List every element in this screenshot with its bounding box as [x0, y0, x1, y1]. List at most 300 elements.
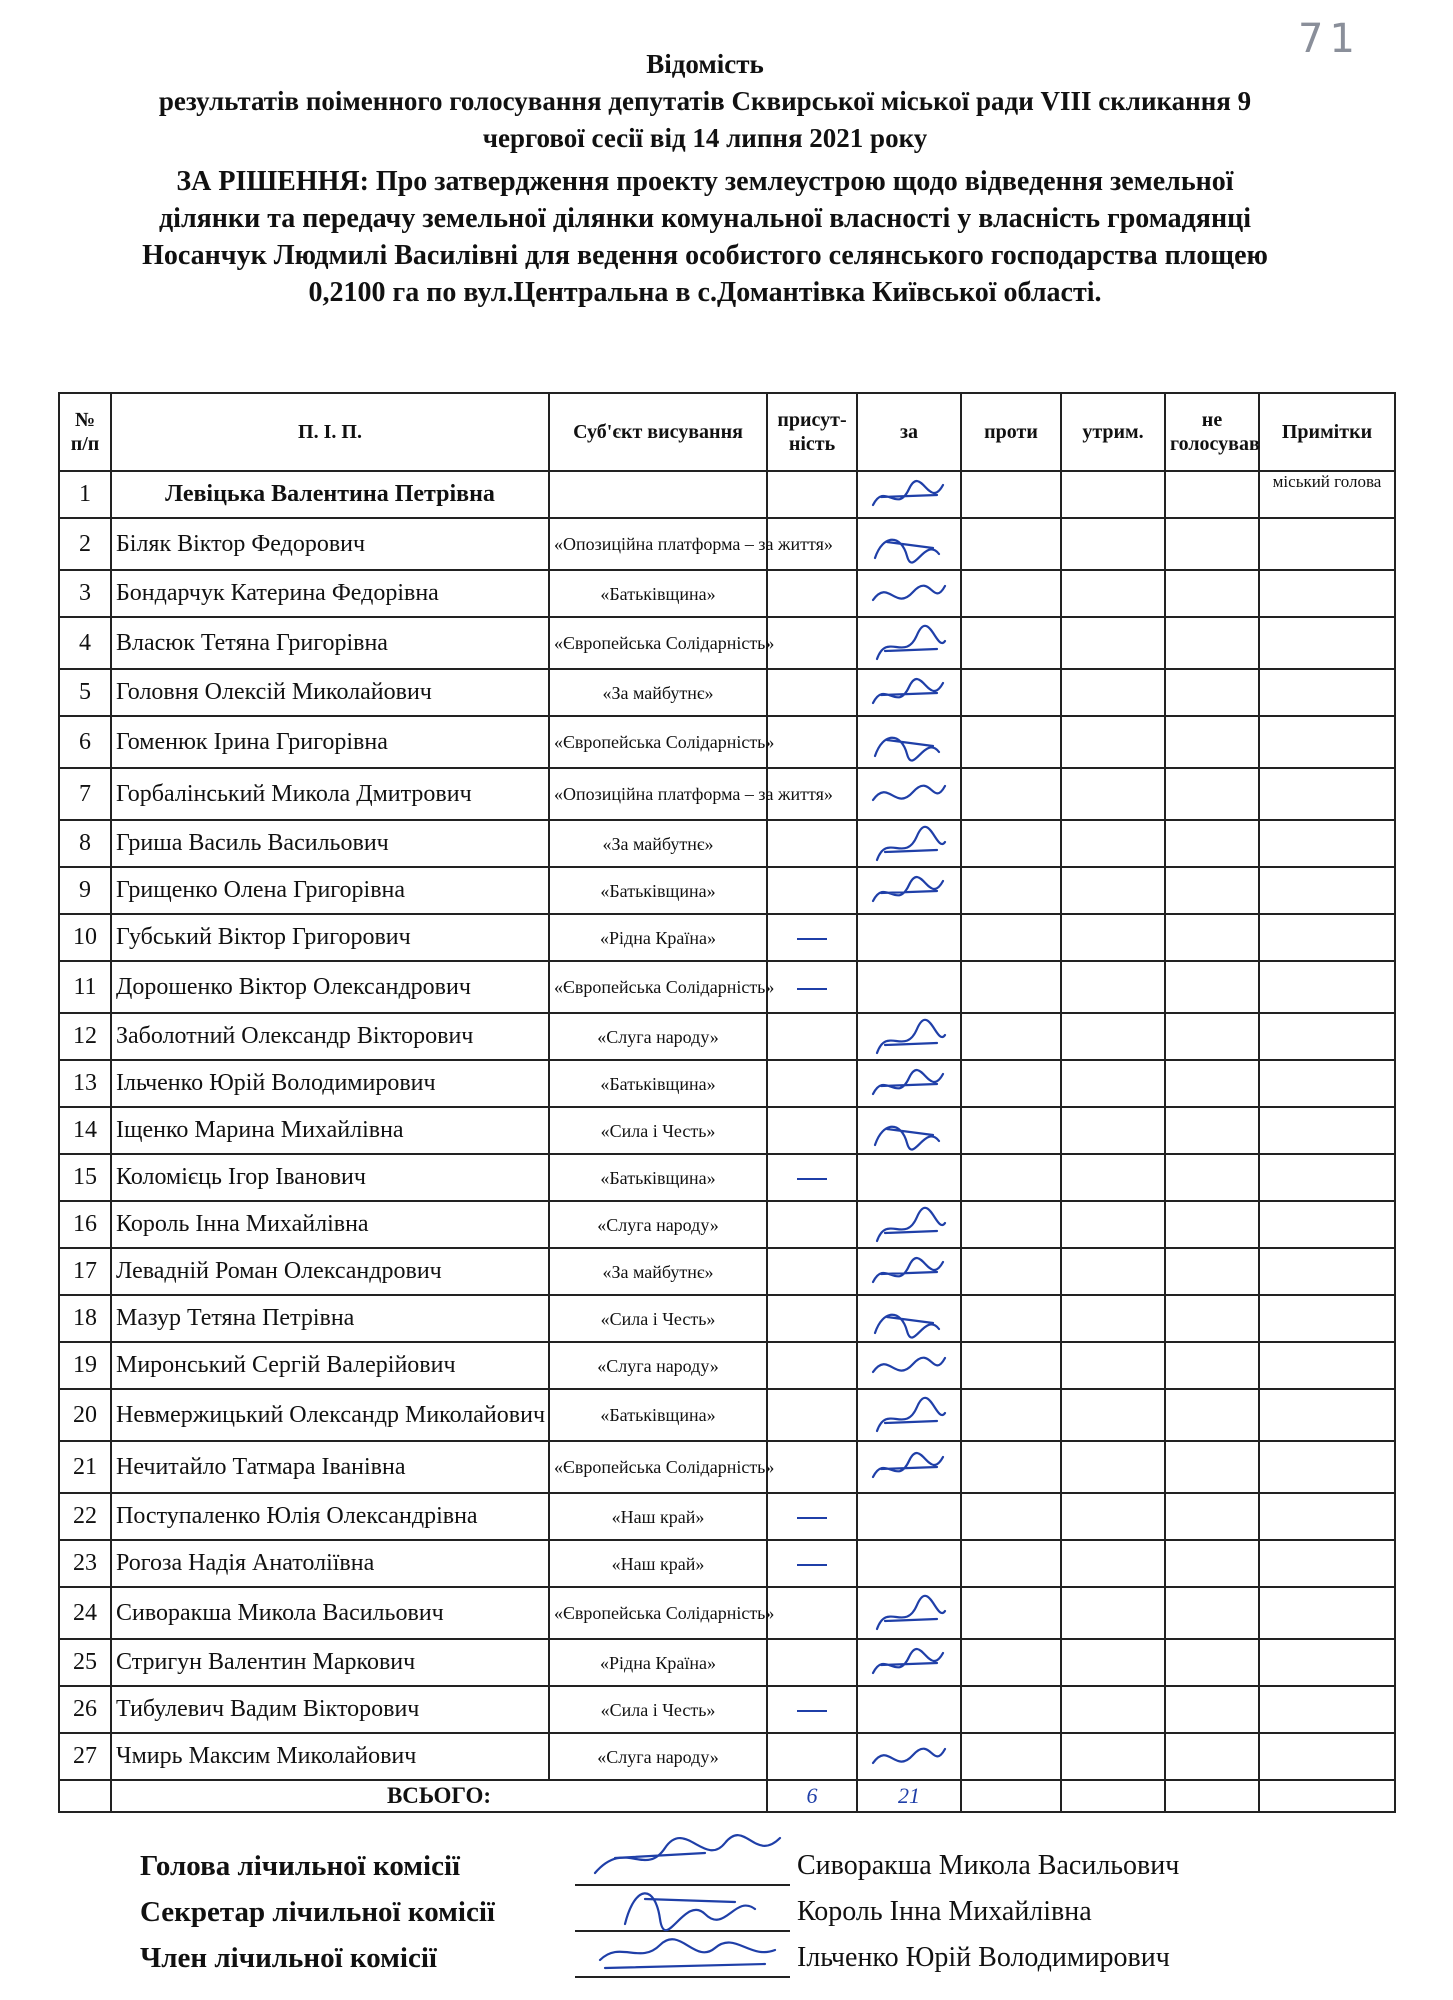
- deputy-name: Власюк Тетяна Григорівна: [111, 617, 549, 669]
- row-number: 23: [59, 1540, 111, 1587]
- presence-cell: [767, 1201, 857, 1248]
- vote-not-voted-cell: [1165, 1154, 1259, 1201]
- deputy-party: «Батьківщина»: [549, 1060, 767, 1107]
- vote-signature-icon: [867, 1593, 951, 1633]
- vote-for-cell: [857, 1389, 961, 1441]
- table-row: [59, 1342, 1395, 1389]
- absence-dash-icon: [797, 988, 827, 990]
- vote-abstain-cell: [1061, 768, 1165, 820]
- deputy-party: «Опозиційна платформа – за життя»: [549, 768, 767, 820]
- vote-not-voted-cell: [1165, 1441, 1259, 1493]
- vote-not-voted-cell: [1165, 1060, 1259, 1107]
- table-row: [59, 867, 1395, 914]
- vote-against-cell: [961, 716, 1061, 768]
- commission-member-row: [0, 1942, 1453, 1988]
- vote-abstain-cell: [1061, 716, 1165, 768]
- vote-against-cell: [961, 1342, 1061, 1389]
- vote-not-voted-cell: [1165, 570, 1259, 617]
- vote-signature-icon: [867, 623, 951, 663]
- vote-abstain-cell: [1061, 1540, 1165, 1587]
- deputy-name: Коломієць Ігор Іванович: [111, 1154, 549, 1201]
- row-number: 10: [59, 914, 111, 961]
- deputy-party: «Батьківщина»: [549, 1389, 767, 1441]
- total-against: [961, 1780, 1061, 1812]
- presence-cell: [767, 1639, 857, 1686]
- presence-cell: [767, 1107, 857, 1154]
- row-number: 3: [59, 570, 111, 617]
- absence-dash-icon: [797, 938, 827, 940]
- row-number: 16: [59, 1201, 111, 1248]
- table-row: [59, 1540, 1395, 1587]
- row-number: 17: [59, 1248, 111, 1295]
- vote-for-cell: [857, 961, 961, 1013]
- table-row: [59, 1295, 1395, 1342]
- note-cell: [1259, 1248, 1395, 1295]
- row-number: 14: [59, 1107, 111, 1154]
- note-cell: [1259, 1201, 1395, 1248]
- note-cell: [1259, 1441, 1395, 1493]
- vote-for-cell: [857, 570, 961, 617]
- deputy-name: Рогоза Надія Анатоліївна: [111, 1540, 549, 1587]
- row-number: 11: [59, 961, 111, 1013]
- vote-against-cell: [961, 768, 1061, 820]
- vote-for-cell: [857, 1201, 961, 1248]
- deputy-party: «Наш край»: [549, 1540, 767, 1587]
- deputy-party: «Сила і Честь»: [549, 1107, 767, 1154]
- decision-text: [40, 163, 1370, 311]
- presence-cell: [767, 1013, 857, 1060]
- deputy-party: «Сила і Честь»: [549, 1295, 767, 1342]
- col-header-note: Примітки: [1259, 393, 1395, 471]
- vote-for-cell: [857, 669, 961, 716]
- row-number: 27: [59, 1733, 111, 1780]
- deputy-party: «За майбутнє»: [549, 820, 767, 867]
- row-number: 2: [59, 518, 111, 570]
- col-header-against: проти: [961, 393, 1061, 471]
- deputy-party: «Європейська Солідарність»: [549, 617, 767, 669]
- row-number: 5: [59, 669, 111, 716]
- vote-against-cell: [961, 1441, 1061, 1493]
- vote-for-cell: [857, 914, 961, 961]
- col-header-present: присут-ність: [767, 393, 857, 471]
- vote-signature-icon: [867, 1017, 951, 1057]
- vote-not-voted-cell: [1165, 1201, 1259, 1248]
- table-row: [59, 1733, 1395, 1780]
- deputy-name: Біляк Віктор Федорович: [111, 518, 549, 570]
- row-number: 18: [59, 1295, 111, 1342]
- presence-cell: [767, 820, 857, 867]
- vote-signature-icon: [867, 871, 951, 911]
- presence-cell: [767, 1733, 857, 1780]
- deputy-name: Король Інна Михайлівна: [111, 1201, 549, 1248]
- presence-cell: [767, 471, 857, 518]
- presence-cell: [767, 1389, 857, 1441]
- deputy-name: Поступаленко Юлія Олександрівна: [111, 1493, 549, 1540]
- vote-not-voted-cell: [1165, 1686, 1259, 1733]
- note-cell: міський голова: [1259, 471, 1395, 518]
- vote-not-voted-cell: [1165, 1389, 1259, 1441]
- table-row: [59, 570, 1395, 617]
- note-cell: [1259, 669, 1395, 716]
- vote-for-cell: [857, 1733, 961, 1780]
- total-for: 21: [857, 1780, 961, 1812]
- vote-signature-icon: [867, 722, 951, 762]
- vote-signature-icon: [867, 1395, 951, 1435]
- note-cell: [1259, 1154, 1395, 1201]
- vote-not-voted-cell: [1165, 820, 1259, 867]
- deputy-name: Дорошенко Віктор Олександрович: [111, 961, 549, 1013]
- vote-for-cell: [857, 1342, 961, 1389]
- commission-member-name: Ільченко Юрій Володимирович: [797, 1942, 1170, 1973]
- vote-abstain-cell: [1061, 961, 1165, 1013]
- table-row: [59, 716, 1395, 768]
- vote-for-cell: [857, 820, 961, 867]
- vote-signature-icon: [867, 824, 951, 864]
- commission-secretary-name: Король Інна Михайлівна: [797, 1896, 1092, 1927]
- deputy-name: Левіцька Валентина Петрівна: [111, 471, 549, 518]
- table-row: [59, 768, 1395, 820]
- col-header-party: Суб'єкт висування: [549, 393, 767, 471]
- vote-signature-icon: [867, 1299, 951, 1339]
- presence-cell: [767, 617, 857, 669]
- vote-abstain-cell: [1061, 1248, 1165, 1295]
- note-cell: [1259, 1389, 1395, 1441]
- deputy-name: Невмержицький Олександр Миколайович: [111, 1389, 549, 1441]
- table-row: [59, 1248, 1395, 1295]
- deputy-name: Головня Олексій Миколайович: [111, 669, 549, 716]
- deputy-party: «Європейська Солідарність»: [549, 961, 767, 1013]
- note-cell: [1259, 716, 1395, 768]
- presence-cell: [767, 1154, 857, 1201]
- presence-cell: [767, 1342, 857, 1389]
- document-subtitle-line-2: чергової сесії від 14 липня 2021 року: [482, 123, 928, 153]
- vote-not-voted-cell: [1165, 1342, 1259, 1389]
- vote-abstain-cell: [1061, 1389, 1165, 1441]
- vote-not-voted-cell: [1165, 1493, 1259, 1540]
- vote-for-cell: [857, 1441, 961, 1493]
- vote-against-cell: [961, 471, 1061, 518]
- deputy-party: «Рідна Країна»: [549, 1639, 767, 1686]
- vote-table-body: [59, 471, 1395, 1780]
- total-note: [1259, 1780, 1395, 1812]
- deputy-name: Ільченко Юрій Володимирович: [111, 1060, 549, 1107]
- total-abstain: [1061, 1780, 1165, 1812]
- deputy-name: Чмирь Максим Миколайович: [111, 1733, 549, 1780]
- col-header-name: П. І. П.: [111, 393, 549, 471]
- vote-against-cell: [961, 518, 1061, 570]
- row-number: 21: [59, 1441, 111, 1493]
- vote-not-voted-cell: [1165, 867, 1259, 914]
- vote-not-voted-cell: [1165, 1248, 1259, 1295]
- deputy-name: Мазур Тетяна Петрівна: [111, 1295, 549, 1342]
- note-cell: [1259, 570, 1395, 617]
- note-cell: [1259, 1540, 1395, 1587]
- row-number: 24: [59, 1587, 111, 1639]
- note-cell: [1259, 518, 1395, 570]
- table-row: [59, 1154, 1395, 1201]
- vote-for-cell: [857, 518, 961, 570]
- row-number: 12: [59, 1013, 111, 1060]
- vote-against-cell: [961, 1248, 1061, 1295]
- col-header-for: за: [857, 393, 961, 471]
- absence-dash-icon: [797, 1517, 827, 1519]
- vote-abstain-cell: [1061, 1342, 1165, 1389]
- vote-not-voted-cell: [1165, 1107, 1259, 1154]
- vote-abstain-cell: [1061, 1493, 1165, 1540]
- row-number: 1: [59, 471, 111, 518]
- presence-cell: [767, 1248, 857, 1295]
- row-number: 7: [59, 768, 111, 820]
- deputy-name: Гриша Василь Васильович: [111, 820, 549, 867]
- table-row: [59, 820, 1395, 867]
- vote-not-voted-cell: [1165, 716, 1259, 768]
- vote-signature-icon: [867, 475, 951, 515]
- vote-signature-icon: [867, 1447, 951, 1487]
- vote-not-voted-cell: [1165, 617, 1259, 669]
- vote-signature-icon: [867, 1252, 951, 1292]
- deputy-party: «Сила і Честь»: [549, 1686, 767, 1733]
- presence-cell: [767, 669, 857, 716]
- commission-member-role: Член лічильної комісії: [140, 1942, 437, 1974]
- deputy-name: Левадній Роман Олександрович: [111, 1248, 549, 1295]
- table-row: [59, 1013, 1395, 1060]
- vote-against-cell: [961, 1639, 1061, 1686]
- vote-abstain-cell: [1061, 1107, 1165, 1154]
- vote-against-cell: [961, 961, 1061, 1013]
- table-row: [59, 617, 1395, 669]
- vote-not-voted-cell: [1165, 669, 1259, 716]
- deputy-name: Гоменюк Ірина Григорівна: [111, 716, 549, 768]
- deputy-party: «Слуга народу»: [549, 1342, 767, 1389]
- presence-cell: [767, 867, 857, 914]
- total-num-cell: [59, 1780, 111, 1812]
- deputy-party: «Європейська Солідарність»: [549, 1587, 767, 1639]
- vote-for-cell: [857, 617, 961, 669]
- deputy-name: Грищенко Олена Григорівна: [111, 867, 549, 914]
- vote-abstain-cell: [1061, 471, 1165, 518]
- vote-signature-icon: [867, 1737, 951, 1777]
- deputy-name: Губський Віктор Григорович: [111, 914, 549, 961]
- presence-cell: [767, 1295, 857, 1342]
- note-cell: [1259, 1342, 1395, 1389]
- vote-against-cell: [961, 1013, 1061, 1060]
- note-cell: [1259, 820, 1395, 867]
- deputy-party: [549, 471, 767, 518]
- vote-for-cell: [857, 716, 961, 768]
- absence-dash-icon: [797, 1178, 827, 1180]
- col-header-abstain: утрим.: [1061, 393, 1165, 471]
- col-header-num: № п/п: [59, 393, 111, 471]
- vote-against-cell: [961, 1201, 1061, 1248]
- presence-cell: [767, 1587, 857, 1639]
- note-cell: [1259, 1686, 1395, 1733]
- vote-for-cell: [857, 471, 961, 518]
- total-not-voted: [1165, 1780, 1259, 1812]
- presence-cell: [767, 1686, 857, 1733]
- vote-not-voted-cell: [1165, 471, 1259, 518]
- vote-for-cell: [857, 1060, 961, 1107]
- vote-for-cell: [857, 1686, 961, 1733]
- vote-not-voted-cell: [1165, 1733, 1259, 1780]
- vote-against-cell: [961, 1389, 1061, 1441]
- vote-not-voted-cell: [1165, 1013, 1259, 1060]
- member-signature-icon: [585, 1920, 785, 1980]
- note-cell: [1259, 1639, 1395, 1686]
- vote-not-voted-cell: [1165, 1587, 1259, 1639]
- note-cell: [1259, 1107, 1395, 1154]
- table-row: [59, 1389, 1395, 1441]
- vote-against-cell: [961, 1107, 1061, 1154]
- vote-abstain-cell: [1061, 518, 1165, 570]
- note-cell: [1259, 768, 1395, 820]
- note-cell: [1259, 617, 1395, 669]
- vote-against-cell: [961, 820, 1061, 867]
- note-cell: [1259, 1013, 1395, 1060]
- deputy-name: Тибулевич Вадим Вікторович: [111, 1686, 549, 1733]
- vote-signature-icon: [867, 673, 951, 713]
- vote-against-cell: [961, 1587, 1061, 1639]
- vote-against-cell: [961, 617, 1061, 669]
- deputy-name: Бондарчук Катерина Федорівна: [111, 570, 549, 617]
- absence-dash-icon: [797, 1710, 827, 1712]
- table-header-row: [59, 393, 1395, 471]
- vote-for-cell: [857, 1013, 961, 1060]
- presence-cell: [767, 961, 857, 1013]
- table-row: [59, 961, 1395, 1013]
- row-number: 19: [59, 1342, 111, 1389]
- total-label: ВСЬОГО:: [111, 1780, 767, 1812]
- vote-abstain-cell: [1061, 1201, 1165, 1248]
- commission-chair-role: Голова лічильної комісії: [140, 1850, 461, 1882]
- row-number: 8: [59, 820, 111, 867]
- deputy-name: Горбалінський Микола Дмитрович: [111, 768, 549, 820]
- total-row: [59, 1780, 1395, 1812]
- vote-table: [58, 392, 1396, 1813]
- note-cell: [1259, 1060, 1395, 1107]
- row-number: 15: [59, 1154, 111, 1201]
- deputy-party: «Слуга народу»: [549, 1201, 767, 1248]
- vote-for-cell: [857, 768, 961, 820]
- table-row: [59, 1441, 1395, 1493]
- vote-abstain-cell: [1061, 1441, 1165, 1493]
- vote-abstain-cell: [1061, 617, 1165, 669]
- vote-for-cell: [857, 1639, 961, 1686]
- vote-abstain-cell: [1061, 1733, 1165, 1780]
- presence-cell: [767, 570, 857, 617]
- table-row: [59, 1587, 1395, 1639]
- absence-dash-icon: [797, 1564, 827, 1566]
- presence-cell: [767, 1540, 857, 1587]
- vote-against-cell: [961, 1733, 1061, 1780]
- row-number: 9: [59, 867, 111, 914]
- vote-against-cell: [961, 867, 1061, 914]
- deputy-name: Нечитайло Татмара Іванівна: [111, 1441, 549, 1493]
- deputy-party: «Слуга народу»: [549, 1733, 767, 1780]
- decision-line-3: Носанчук Людмилі Василівні для ведення особистого селянського господарства площею: [142, 240, 1268, 271]
- decision-line-1: ЗА РІШЕННЯ: Про затвердження проекту землеустрою щодо відведення земельної: [176, 166, 1234, 197]
- vote-abstain-cell: [1061, 1587, 1165, 1639]
- row-number: 25: [59, 1639, 111, 1686]
- vote-against-cell: [961, 669, 1061, 716]
- vote-for-cell: [857, 1295, 961, 1342]
- vote-against-cell: [961, 914, 1061, 961]
- document-subtitle-line-1: результатів поіменного голосування депутатів Сквирської міської ради VIII скликання 9: [158, 86, 1252, 116]
- deputy-party: «Батьківщина»: [549, 570, 767, 617]
- vote-against-cell: [961, 1154, 1061, 1201]
- vote-not-voted-cell: [1165, 914, 1259, 961]
- vote-for-cell: [857, 1154, 961, 1201]
- vote-abstain-cell: [1061, 1295, 1165, 1342]
- vote-for-cell: [857, 867, 961, 914]
- total-present: 6: [767, 1780, 857, 1812]
- vote-abstain-cell: [1061, 914, 1165, 961]
- vote-abstain-cell: [1061, 867, 1165, 914]
- row-number: 22: [59, 1493, 111, 1540]
- deputy-party: «За майбутнє»: [549, 1248, 767, 1295]
- presence-cell: [767, 914, 857, 961]
- note-cell: [1259, 1493, 1395, 1540]
- table-row: [59, 518, 1395, 570]
- decision-line-2: ділянки та передачу земельної ділянки комунальної власності у власність громадянці: [159, 203, 1251, 234]
- page-number: 71: [1298, 16, 1361, 62]
- deputy-party: «Слуга народу»: [549, 1013, 767, 1060]
- vote-against-cell: [961, 570, 1061, 617]
- vote-signature-icon: [867, 1643, 951, 1683]
- row-number: 13: [59, 1060, 111, 1107]
- deputy-party: «Батьківщина»: [549, 867, 767, 914]
- vote-signature-icon: [867, 1064, 951, 1104]
- vote-not-voted-cell: [1165, 518, 1259, 570]
- vote-against-cell: [961, 1686, 1061, 1733]
- table-row: [59, 1686, 1395, 1733]
- deputy-party: «Наш край»: [549, 1493, 767, 1540]
- vote-for-cell: [857, 1248, 961, 1295]
- commission-secretary-role: Секретар лічильної комісії: [140, 1896, 495, 1928]
- row-number: 6: [59, 716, 111, 768]
- deputy-name: Сиворакша Микола Васильович: [111, 1587, 549, 1639]
- deputy-name: Стригун Валентин Маркович: [111, 1639, 549, 1686]
- deputy-party: «Опозиційна платформа – за життя»: [549, 518, 767, 570]
- deputy-name: Заболотний Олександр Вікторович: [111, 1013, 549, 1060]
- table-row: [59, 1060, 1395, 1107]
- vote-signature-icon: [867, 1346, 951, 1386]
- vote-abstain-cell: [1061, 1686, 1165, 1733]
- presence-cell: [767, 1060, 857, 1107]
- row-number: 20: [59, 1389, 111, 1441]
- vote-abstain-cell: [1061, 820, 1165, 867]
- presence-cell: [767, 716, 857, 768]
- decision-line-4: 0,2100 га по вул.Центральна в с.Домантівка Київської області.: [308, 277, 1102, 308]
- vote-not-voted-cell: [1165, 1295, 1259, 1342]
- table-row: [59, 914, 1395, 961]
- note-cell: [1259, 1587, 1395, 1639]
- vote-not-voted-cell: [1165, 768, 1259, 820]
- table-row: [59, 669, 1395, 716]
- vote-against-cell: [961, 1493, 1061, 1540]
- vote-for-cell: [857, 1540, 961, 1587]
- vote-abstain-cell: [1061, 570, 1165, 617]
- vote-signature-icon: [867, 574, 951, 614]
- document-title: Відомість: [646, 49, 764, 79]
- col-header-not-voted: не голосував: [1165, 393, 1259, 471]
- vote-not-voted-cell: [1165, 961, 1259, 1013]
- vote-abstain-cell: [1061, 1154, 1165, 1201]
- deputy-party: «Батьківщина»: [549, 1154, 767, 1201]
- note-cell: [1259, 1295, 1395, 1342]
- vote-against-cell: [961, 1540, 1061, 1587]
- vote-abstain-cell: [1061, 669, 1165, 716]
- vote-for-cell: [857, 1107, 961, 1154]
